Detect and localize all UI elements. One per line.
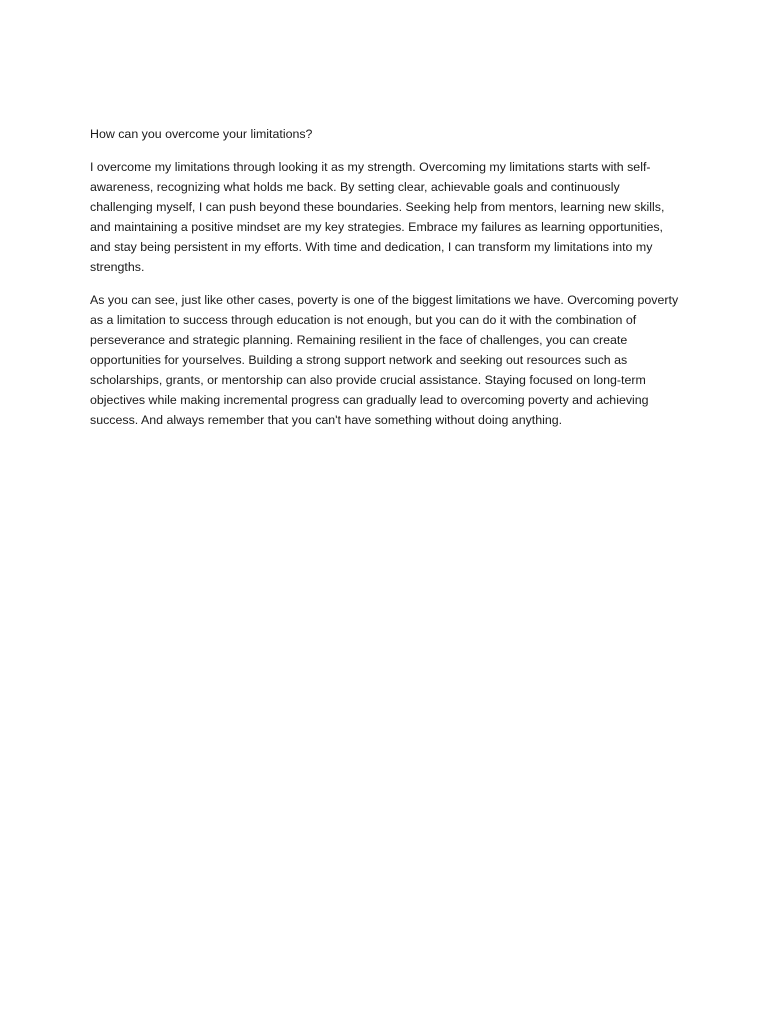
document-body: [90, 124, 680, 443]
paragraph-strengths: I overcome my limitations through looking it as my strength. Overcoming my limitations starts with self-awareness, recognizing what holds me back. By setting clear, achievable goals and continuously challenging myself, I can push beyond these boundaries. Seeking help from mentors, learning new skills, and maintaining a positive mindset are my key strategies. Embrace my failures as learning opportunities, and stay being persistent in my efforts. With time and dedication, I can transform my limitations into my strengths.: [90, 160, 665, 274]
question-heading: How can you overcome your limitations?: [90, 127, 313, 141]
paragraph-poverty: As you can see, just like other cases, poverty is one of the biggest limitations we have. Overcoming poverty as a limitation to success through education is not enough, but you can do it with the combination of perseverance and strategic planning. Remaining resilient in the face of challenges, you can create opportunities for yourselves. Building a strong support network and seeking out resources such as scholarships, grants, or mentorship can also provide crucial assistance. Staying focused on long-term objectives while making incremental progress can gradually lead to overcoming poverty and achieving success. And always remember that you can't have something without doing anything.: [90, 293, 679, 427]
